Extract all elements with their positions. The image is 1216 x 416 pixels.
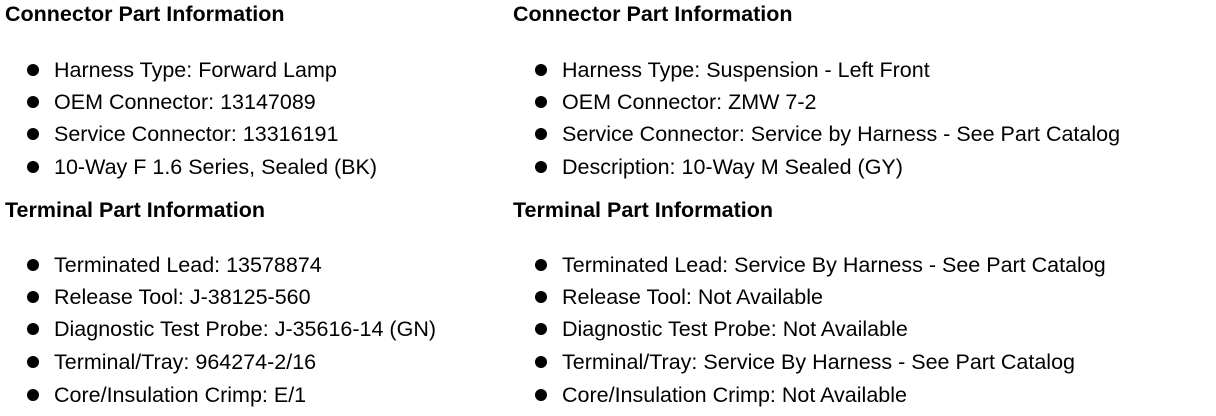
bullet-icon — [535, 64, 547, 76]
bullet-icon — [27, 323, 39, 335]
bullet-icon — [535, 128, 547, 140]
connector-heading: Connector Part Information — [513, 2, 793, 26]
list-item-text: Diagnostic Test Probe: Not Available — [562, 317, 908, 341]
list-item-text: Terminal/Tray: 964274-2/16 — [54, 350, 317, 374]
bullet-icon — [27, 161, 39, 173]
list-item-text: Release Tool: Not Available — [562, 285, 823, 309]
list-item-text: Terminated Lead: 13578874 — [54, 253, 322, 277]
list-item-text: OEM Connector: ZMW 7-2 — [562, 90, 817, 114]
bullet-icon — [27, 96, 39, 108]
list-item-text: Service Connector: 13316191 — [54, 122, 339, 146]
list-item-text: Release Tool: J-38125-560 — [54, 285, 311, 309]
list-item-text: Harness Type: Forward Lamp — [54, 58, 337, 82]
list-item-text: Terminal/Tray: Service By Harness - See Part Catalog — [562, 350, 1075, 374]
bullet-icon — [535, 259, 547, 271]
list-item-text: Core/Insulation Crimp: E/1 — [54, 383, 307, 407]
connector-heading: Connector Part Information — [5, 2, 285, 26]
bullet-icon — [27, 128, 39, 140]
list-item-text: OEM Connector: 13147089 — [54, 90, 316, 114]
bullet-icon — [27, 259, 39, 271]
bullet-icon — [27, 291, 39, 303]
list-item-text: Harness Type: Suspension - Left Front — [562, 58, 930, 82]
terminal-heading: Terminal Part Information — [5, 198, 266, 222]
bullet-icon — [535, 291, 547, 303]
bullet-icon — [535, 96, 547, 108]
terminal-heading: Terminal Part Information — [513, 198, 774, 222]
list-item-text: 10-Way F 1.6 Series, Sealed (BK) — [54, 155, 378, 179]
bullet-icon — [535, 389, 547, 401]
bullet-icon — [27, 356, 39, 368]
bullet-icon — [535, 323, 547, 335]
bullet-icon — [27, 64, 39, 76]
list-item-text: Diagnostic Test Probe: J-35616-14 (GN) — [54, 317, 437, 341]
list-item-text: Service Connector: Service by Harness - See Part Catalog — [562, 122, 1121, 146]
list-item-text: Description: 10-Way M Sealed (GY) — [562, 155, 903, 179]
bullet-icon — [535, 161, 547, 173]
bullet-icon — [27, 389, 39, 401]
list-item-text: Terminated Lead: Service By Harness - See Part Catalog — [562, 253, 1106, 277]
list-item-text: Core/Insulation Crimp: Not Available — [562, 383, 907, 407]
bullet-icon — [535, 356, 547, 368]
